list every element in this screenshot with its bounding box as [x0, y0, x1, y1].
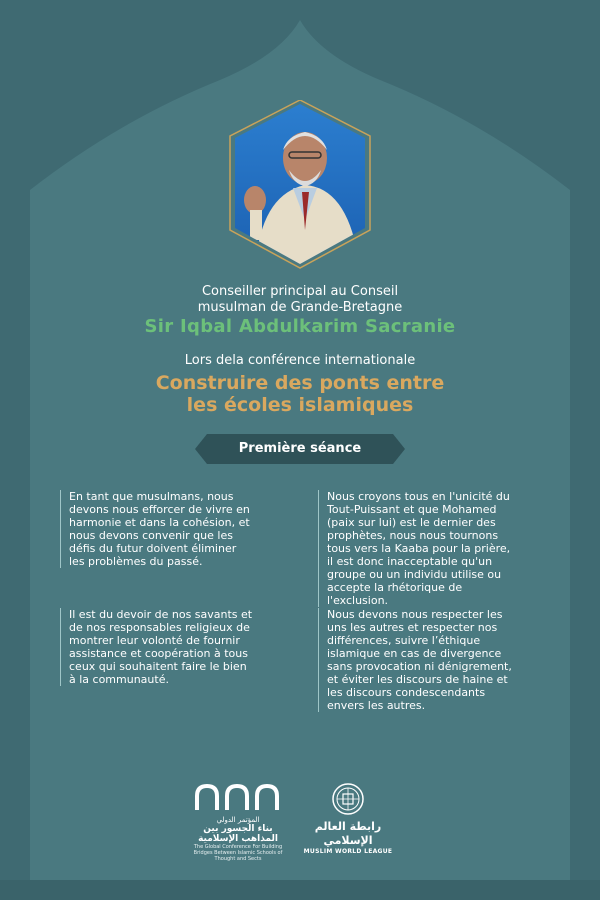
paragraph-line: les problèmes du passé. [69, 555, 203, 568]
paragraph-line: nous devons convenir que les [69, 529, 233, 542]
paragraph-line: harmonie et dans la cohésion, et [69, 516, 250, 529]
paragraph-line: les discours condescendants [327, 686, 486, 699]
paragraph-line: prophètes, nous nous tournons [327, 529, 499, 542]
globe-emblem-icon [331, 782, 365, 816]
session-label: Première séance [238, 441, 362, 456]
conference-logo-ar2: بناء الجسور بين [203, 824, 273, 834]
paragraph-line: l'exclusion. [327, 594, 389, 607]
paragraph-line: En tant que musulmans, nous [69, 490, 234, 503]
mwl-logo [300, 782, 396, 856]
paragraph-line: Tout-Puissant et que Mohamed [327, 503, 497, 516]
paragraph-line: de nos responsables religieux de [69, 621, 250, 634]
speaker-role-line1: Conseiller principal au Conseil [201, 284, 399, 299]
paragraph-belief [318, 490, 557, 607]
paragraph-line: tous vers la Kaaba pour la prière, [327, 542, 511, 555]
mwl-ar: رابطة العالم الإسلامي [314, 820, 382, 847]
mwl-en: MUSLIM WORLD LEAGUE [303, 848, 393, 855]
paragraph-line: accepte la rhétorique de [327, 581, 463, 594]
speaker-photo [225, 100, 375, 270]
paragraph-line: différences, suivre l’éthique [327, 634, 481, 647]
paragraph-line: groupe ou un individu utilise ou [327, 568, 502, 581]
conference-logo [190, 782, 286, 862]
paragraph-line: Nous croyons tous en l'unicité du [327, 490, 510, 503]
conference-intro: Lors dela conférence internationale [184, 353, 416, 368]
conference-logo-ar3: المذاهب الإسلامية [198, 834, 278, 844]
paragraph-line: envers les autres. [327, 699, 426, 712]
speaker-role-line2: musulman de Grande-Bretagne [197, 300, 403, 315]
paragraph-duty [60, 608, 299, 686]
paragraph-line: il est donc inacceptable qu'un [327, 555, 493, 568]
paragraph-line: sans provocation ni dénigrement, [327, 660, 512, 673]
paragraph-line: Il est du devoir de nos savants et [69, 608, 253, 621]
paragraph-line: islamique en cas de divergence [327, 647, 502, 660]
paragraph-line: et éviter les discours de haine et [327, 673, 508, 686]
conference-logo-ar1: المؤتمر الدولي [216, 816, 260, 824]
paragraph-line: devons nous efforcer de vivre en [69, 503, 250, 516]
paragraph-line: montrer leur volonté de fournir [69, 634, 240, 647]
speaker-name: Sir Iqbal Abdulkarim Sacranie [144, 316, 456, 337]
conference-logo-en: The Global Conference For Building Bridges Between Islamic Schools of Thought and Sects [193, 844, 283, 862]
conference-title-line1: Construire des ponts entre [155, 372, 445, 394]
paragraph-respect [318, 608, 557, 712]
paragraph-line: défis du futur doivent éliminer [69, 542, 237, 555]
paragraph-unity [60, 490, 299, 568]
paragraph-line: (paix sur lui) est le dernier des [327, 516, 496, 529]
paragraph-line: assistance et coopération à tous [69, 647, 248, 660]
paragraph-line: à la communauté. [69, 673, 169, 686]
arches-icon [193, 782, 283, 812]
paragraph-line: ceux qui souhaitent faire le bien [69, 660, 247, 673]
paragraph-line: uns les autres et respecter nos [327, 621, 498, 634]
conference-title-line2: les écoles islamiques [186, 394, 414, 416]
paragraph-line: Nous devons nous respecter les [327, 608, 503, 621]
